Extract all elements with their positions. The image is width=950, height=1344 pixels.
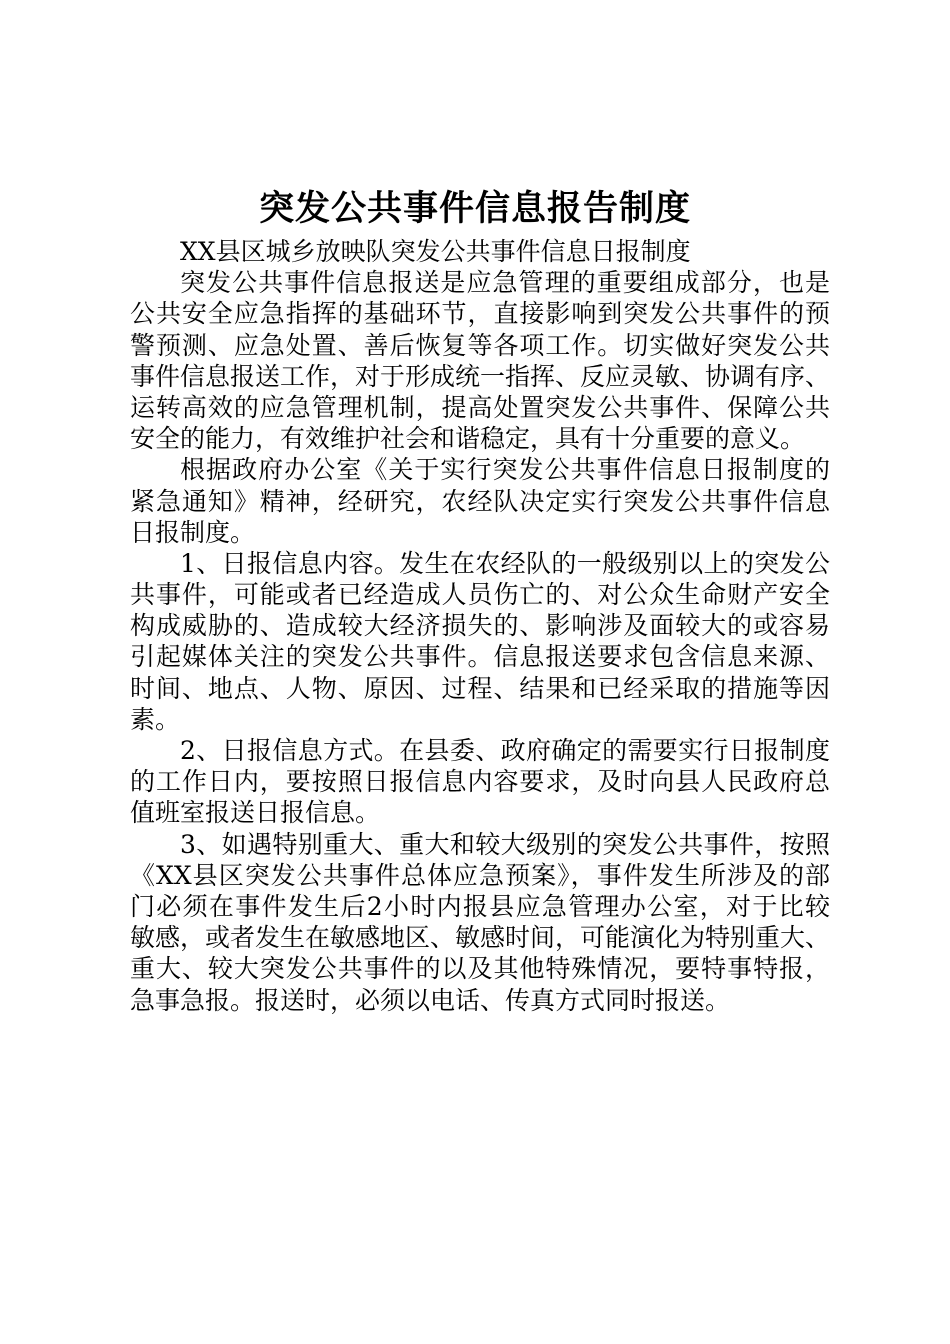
text-line: XX县区城乡放映队突发公共事件信息日报制度 bbox=[180, 237, 691, 266]
text-line: 公共安全应急指挥的基础环节，直接影响到突发公共事件的预 bbox=[130, 299, 830, 329]
text-line: 构成威胁的、造成较大经济损失的、影响涉及面较大的或容易 bbox=[130, 611, 830, 641]
text-line: 事件信息报送工作，对于形成统一指挥、反应灵敏、协调有序、 bbox=[130, 361, 831, 391]
text-line: 根据政府办公室《关于实行突发公共事件信息日报制度的 bbox=[180, 455, 830, 485]
text-line: 重大、较大突发公共事件的以及其他特殊情况，要特事特报， bbox=[130, 954, 830, 984]
text-line: 安全的能力，有效维护社会和谐稳定，具有十分重要的意义。 bbox=[130, 424, 806, 454]
document-title: 突发公共事件信息报告制度 bbox=[258, 189, 691, 229]
text-line: 2、日报信息方式。在县委、政府确定的需要实行日报制度 bbox=[180, 736, 830, 765]
text-line: 值班室报送日报信息。 bbox=[130, 798, 381, 828]
text-line: 时间、地点、人物、原因、过程、结果和已经采取的措施等因 bbox=[130, 673, 830, 703]
text-line: 敏感，或者发生在敏感地区、敏感时间，可能演化为特别重大、 bbox=[130, 923, 831, 953]
text-line: 3、如遇特别重大、重大和较大级别的突发公共事件，按照 bbox=[180, 829, 830, 859]
text-line: 运转高效的应急管理机制，提高处置突发公共事件、保障公共 bbox=[130, 392, 830, 422]
text-line: 共事件，可能或者已经造成人员伤亡的、对公众生命财产安全 bbox=[130, 580, 830, 610]
text-line: 的工作日内，要按照日报信息内容要求，及时向县人民政府总 bbox=[130, 767, 830, 797]
text-line: 紧急通知》精神，经研究，农经队决定实行突发公共事件信息 bbox=[130, 486, 830, 516]
text-line: 日报制度。 bbox=[130, 517, 256, 547]
text-line: 素。 bbox=[130, 704, 181, 734]
document-body bbox=[130, 236, 830, 1016]
text-line: 1、日报信息内容。发生在农经队的一般级别以上的突发公 bbox=[180, 548, 830, 578]
text-line: 警预测、应急处置、善后恢复等各项工作。切实做好突发公共 bbox=[130, 330, 830, 360]
text-line: 引起媒体关注的突发公共事件。信息报送要求包含信息来源、 bbox=[130, 642, 830, 672]
text-line: 突发公共事件信息报送是应急管理的重要组成部分，也是 bbox=[180, 268, 830, 298]
text-line: 门必须在事件发生后2小时内报县应急管理办公室，对于比较 bbox=[130, 891, 830, 921]
text-line: 《XX县区突发公共事件总体应急预案》，事件发生所涉及的部 bbox=[130, 860, 830, 890]
text-line: 急事急报。报送时，必须以电话、传真方式同时报送。 bbox=[130, 985, 731, 1015]
